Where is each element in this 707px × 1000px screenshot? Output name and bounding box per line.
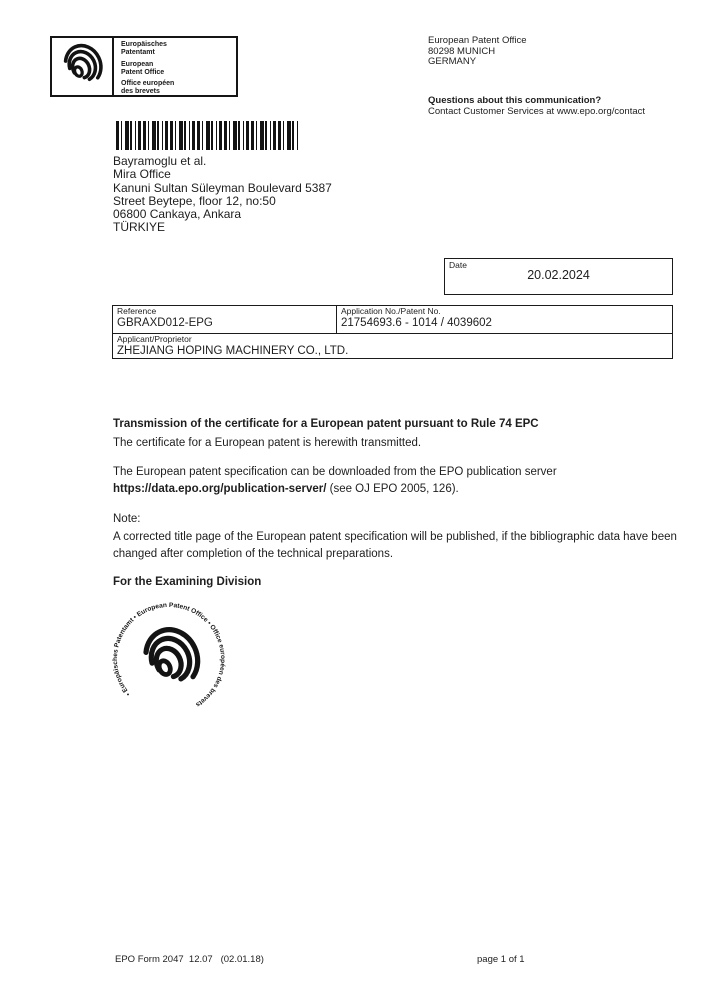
date-value: 20.02.2024 [527,268,590,282]
logo-label-en-1: European [121,60,154,68]
office-address-line: GERMANY [428,56,477,67]
paragraph-download [113,464,557,497]
stamp-epo-logo-icon [137,621,207,695]
publication-server-url: https://data.epo.org/publication-server/ [113,482,327,495]
logo-label-en-2: Patent Office [121,68,165,76]
examining-division-signoff: For the Examining Division [113,576,262,588]
application-value: 21754693.6 - 1014 / 4039602 [341,316,492,329]
page-number: page 1 of 1 [477,954,525,965]
logo-label-de-1: Europäisches [121,41,167,48]
recipient-line: Street Beytepe, floor 12, no:50 [113,193,276,208]
office-address [428,36,527,68]
stamp-ring-text: • Europäisches Patentamt • European Patent Office • Office européen des brevets [111,601,227,709]
reference-table-row [113,306,672,333]
applicant-value: ZHEJIANG HOPING MACHINERY CO., LTD. [117,344,349,357]
questions-block [428,95,645,117]
epo-logo-icon [52,38,114,95]
epo-logo-box [50,36,238,97]
recipient-line: Kanuni Sultan Süleyman Boulevard 5387 [113,180,332,195]
examining-division-stamp [107,597,231,721]
recipient-line: TÜRKIYE [113,220,166,235]
form-number: EPO Form 2047 12.07 (02.01.18) [115,954,264,965]
download-text: The European patent specification can be downloaded from the EPO publication server [113,466,557,478]
recipient-line: 06800 Cankaya, Ankara [113,207,242,222]
office-address-line: 80298 MUNICH [428,45,496,57]
date-box [444,258,673,295]
recipient-address [113,155,332,235]
office-address-line: European Patent Office [428,35,527,46]
questions-contact: Contact Customer Services at www.epo.org/contact [428,106,646,117]
applicant-label: Applicant/Proprietor [117,334,192,344]
epo-logo-labels [114,38,174,95]
reference-cell [113,306,337,333]
questions-title: Questions about this communication? [428,95,602,106]
application-cell [337,306,672,333]
date-label: Date [449,260,467,270]
reference-value: GBRAXD012-EPG [117,316,213,329]
logo-label-fr-2: des brevets [121,88,160,95]
download-text-rest: (see OJ EPO 2005, 126). [326,482,459,495]
paragraph-transmitted: The certificate for a European patent is herewith transmitted. [113,437,422,449]
reference-table [112,305,673,359]
recipient-line: Bayramoglu et al. [113,154,207,168]
logo-label-de-2: Patentamt [121,49,155,56]
document-title: Transmission of the certificate for a European patent pursuant to Rule 74 EPC [113,418,539,430]
reference-label: Reference [117,306,157,316]
svg-text:• Europäisches Patentamt • Eur [107,597,231,721]
barcode [116,121,300,150]
note-label: Note: [113,513,141,525]
applicant-cell [113,333,672,358]
logo-label-fr-1: Office européen [121,80,175,87]
recipient-line: Mira Office [113,167,171,182]
note-text: A corrected title page of the European patent specification will be published, if the bibliographic data have been changed after completion of the technical preparations. [113,531,677,560]
application-label: Application No./Patent No. [341,306,441,316]
